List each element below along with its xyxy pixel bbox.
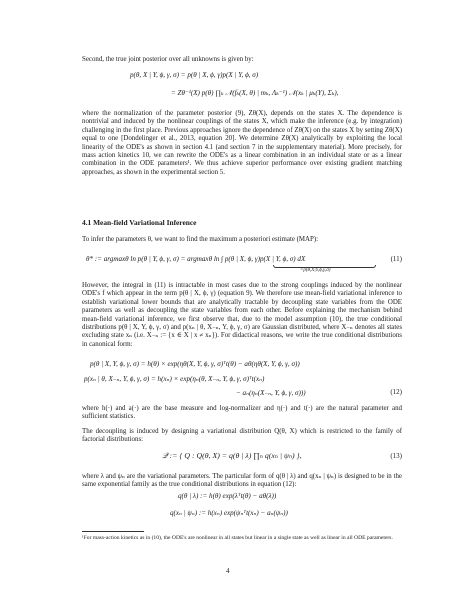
equation-map: θ* := argmaxθ ln p(θ | Y, ϕ, γ, σ) = argmaxθ ln ∫ p(θ | X, ϕ, γ)p(X | Y, ϕ, σ) dX	[86, 255, 306, 263]
paragraph-variational-params: where λ and ψₙ are the variational parameters. The particular form of q(θ | λ) and q(xₙ | ψₙ) is designed to be in the same exponential family as the true conditional distributions in equation (12):	[82, 473, 402, 489]
page-number: 4	[226, 567, 230, 575]
footnote: ¹For mass-action kinetics as in (10), the ODE's are nonlinear in all states but linear in a single state as well as linear in all ODE parameters.	[82, 535, 393, 541]
equation-map-underbrace-label: =p(θ,X|Y,ϕ,γ,σ)	[300, 268, 331, 273]
paragraph-normalization: where the normalization of the parameter posterior (9), Zθ(X), depends on the states X. The dependence is nontrivial and induced by the nonlinear couplings of the states X, which make the inference (e.g. by integration) challenging in the first place. Previous approaches ignore the dependence of Zθ(X) on the states X by setting Zθ(X) equal to one [Dondelinger et al., 2013, equation 20]. We determine Zθ(X) analytically by exploiting the local linearity of the ODE's as shown in section 4.1 (and section 7 in the supplementary material). More precisely, for mass action kinetics 10, we can rewrite the ODE's as a linear combination in an individual state or as a linear combination in the ODE parameters¹. We thus achieve superior performance over existing gradient matching approaches, as shown in the experimental section 5.	[82, 110, 402, 176]
equation-joint-posterior-line1: p(θ, X | Y, ϕ, γ, σ) = p(θ | X, ϕ, γ)p(X | Y, ϕ, σ)	[130, 71, 259, 79]
equation-canonical-state-cont: − aₙ(ηₙ(X₋ₙ, Y, ϕ, γ, σ)))	[236, 389, 306, 397]
paragraph-base-measure: where h(·) and a(·) are the base measure and log-normalizer and η(·) and t(·) are the natural parameter and sufficient statistics.	[82, 405, 402, 421]
equation-number-12: (12)	[390, 388, 402, 396]
equation-canonical-state: p(xₙ | θ, X₋ₙ, Y, ϕ, γ, σ) = h(xₙ) × exp(ηₙ(θ, X₋ₙ, Y, ϕ, γ, σ)ᵀt(xₙ)	[84, 375, 265, 383]
paragraph-map-intro: To infer the parameters θ, we want to find the maximum a posteriori estimate (MAP):	[82, 236, 319, 243]
equation-canonical-theta: p(θ | X, Y, ϕ, γ, σ) = h(θ) × exp(ηθ(X, Y, ϕ, γ, σ)ᵀt(θ) − aθ(ηθ(X, Y, ϕ, γ, σ))	[90, 360, 300, 368]
equation-joint-posterior-line2: = Zθ⁻¹(X) p(θ) ∏ₖ 𝒩(fₖ(X, θ) | mₖ, Λₖ⁻¹) 𝒩(xₖ | μₖ(Y), Σₖ),	[171, 89, 339, 97]
equation-q-theta: q(θ | λ) := h(θ) exp(λᵀt(θ) − aθ(λ))	[178, 492, 277, 500]
footnote-rule	[82, 531, 144, 532]
equation-q-state: q(xₙ | ψₙ) := h(xₙ) exp(ψₙᵀt(xₙ) − aₙ(ψₙ))	[170, 509, 288, 517]
equation-number-13: (13)	[390, 452, 402, 460]
intro-line: Second, the true joint posterior over all unknowns is given by:	[82, 56, 254, 63]
equation-number-11: (11)	[390, 255, 402, 263]
section-heading: 4.1 Mean-field Variational Inference	[82, 218, 197, 227]
paragraph-intractable: However, the integral in (11) is intractable in most cases due to the strong couplings induced by the nonlinear ODE's f which appear in the term p(θ | X, ϕ, γ) (equation 9). We therefore use mean-field variational inference to establish variational lower bounds that are analytically tractable by decoupling state variables from the ODE parameters as well as decoupling the state variables from each other. Before explaining the mechanism behind mean-field variational inference, we first observe that, due to the model assumption (10), the true conditional distributions p(θ | X, Y, ϕ, γ, σ) and p(xₙ | θ, X₋ₙ, Y, ϕ, γ, σ) are Gaussian distributed, where X₋ₙ denotes all states excluding state xₙ (i.e. X₋ₙ := {x ∈ X | x ≠ xₙ}). For didactical reasons, we write the true conditional distributions in canonical form:	[82, 282, 402, 348]
paragraph-decoupling: The decoupling is induced by designing a variational distribution Q(θ, X) which is restricted to the family of factorial distributions:	[82, 428, 402, 444]
equation-variational-family: 𝒬 := { Q : Q(θ, X) = q(θ | λ) ∏ₙ q(xₙ | ψₙ) },	[162, 451, 302, 460]
